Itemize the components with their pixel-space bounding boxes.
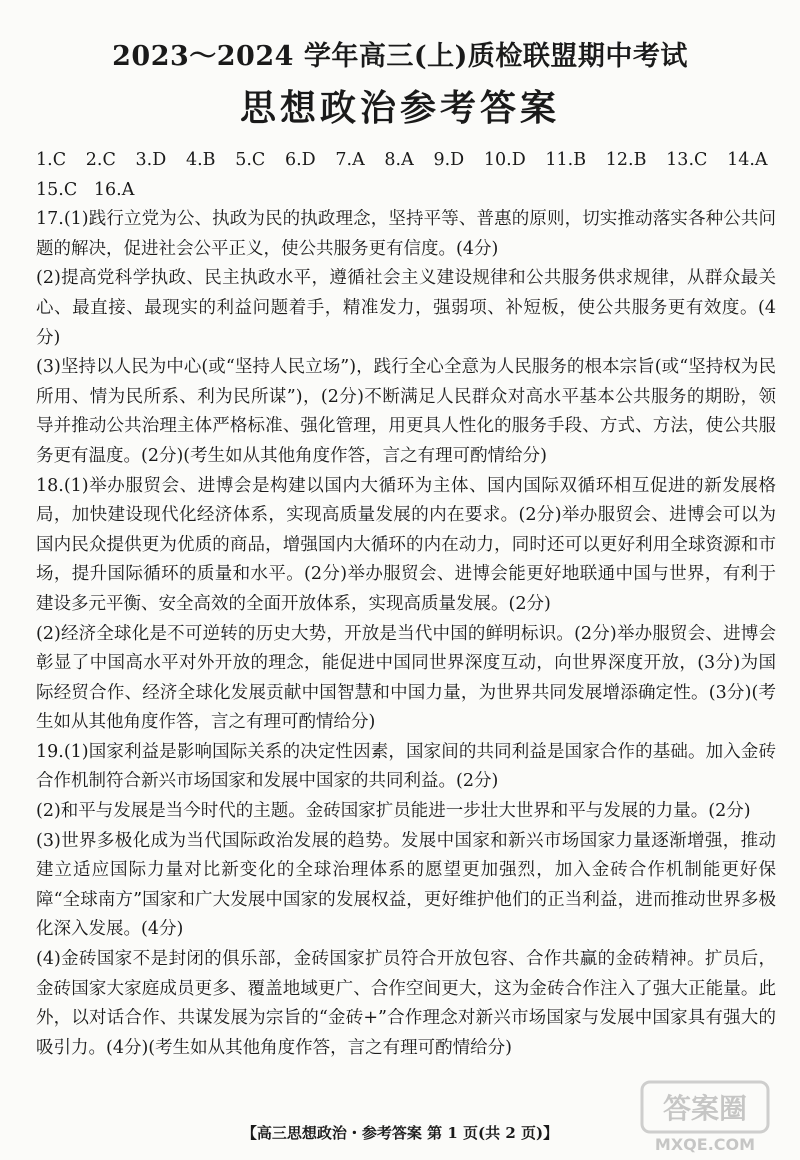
q17-part-1: 17.(1)践行立党为公、执政为民的执政理念，坚持平等、普惠的原则，切实推动落实各种公共问题的解决，促进社会公平正义，使公共服务更有信度。(4分) bbox=[36, 209, 776, 259]
q17-part-2: (2)提高党科学执政、民主执政水平，遵循社会主义建设规律和公共服务供求规律，从群众最关心、最直接、最现实的利益问题着手，精准发力，强弱项、补短板，使公共服务更有效度。(4分) bbox=[36, 268, 776, 348]
q18-part-1: 18.(1)举办服贸会、进博会是构建以国内大循环为主体、国内国际双循环相互促进的新发展格局，加快建设现代化经济体系，实现高质量发展的内在要求。(2分)举办服贸会、进博会可以为国内民众提供更为优质的商品，增强国内大循环的内在动力，同时还可以更好利用全球资源和市场，提升国际循环的质量和水平。(2分)举办服贸会、进博会能更好地联通中国与世界，有利于建设多元平衡、安全高效的全面开放体系，实现高质量发展。(2分) bbox=[36, 475, 776, 614]
q19-part-4: (4)金砖国家不是封闭的俱乐部，金砖国家扩员符合开放包容、合作共赢的金砖精神。扩员后，金砖国家大家庭成员更多、覆盖地域更广、合作空间更大，这为金砖合作注入了强大正能量。此外，以对话合作、共谋发展为宗旨的“金砖+”合作理念对新兴市场国家与发展中国家具有强大的吸引力。(4分)(考生如从其他角度作答，言之有理可酌情给分) bbox=[36, 949, 776, 1058]
stamp-logo-url: MXQE.COM bbox=[654, 1135, 756, 1154]
mc-answers-line-1: 1.C 2.C 3.D 4.B 5.C 6.D 7.A 8.A 9.D 10.D 11.B 12.B 13.C 14.A bbox=[36, 150, 768, 170]
mc-answers-line-2: 15.C 16.A bbox=[36, 179, 135, 200]
exam-title: 2023～2024 学年高三(上)质检联盟期中考试 bbox=[112, 41, 688, 72]
question-18 bbox=[36, 472, 776, 738]
q18-part-2: (2)经济全球化是不可逆转的历史大势，开放是当代中国的鲜明标识。(2分)举办服贸会、进博会彰显了中国高水平对外开放的理念，能促进中国同世界深度互动，向世界深度开放，(3分)为国际经贸合作、经济全球化发展贡献中国智慧和中国力量，为世界共同发展增添确定性。(3分)(考生如从其他角度作答，言之有理可酌情给分) bbox=[36, 623, 776, 733]
question-17 bbox=[36, 205, 776, 471]
watermark-logo-icon bbox=[640, 1080, 770, 1155]
q19-part-2: (2)和平与发展是当今时代的主题。金砖国家扩员能进一步壮大世界和平与发展的力量。(2分) bbox=[36, 801, 751, 822]
stamp-logo-text: 答案圈 bbox=[662, 1092, 748, 1125]
q19-part-3: (3)世界多极化成为当代国际政治发展的趋势。发展中国家和新兴市场国家力量逐渐增强，推动建立适应国际力量对比新变化的全球治理体系的愿望更加强烈，加入金砖合作机制能更好保障“全球南方”国家和广大发展中国家的发展权益，更好维护他们的正当利益，进而推动世界多极化深入发展。(4分) bbox=[36, 830, 776, 940]
answer-content bbox=[36, 146, 776, 1063]
q17-part-3: (3)坚持以人民为中心(或“坚持人民立场”)，践行全心全意为人民服务的根本宗旨(或“坚持权为民所用、情为民所系、利为民所谋”)，(2分)不断满足人民群众对高水平基本公共服务的期盼，领导并推动公共治理主体严格标准、强化管理，用更具人性化的服务手段、方式、方法，使公共服务更有温度。(2分)(考生如从其他角度作答，言之有理可酌情给分) bbox=[36, 357, 776, 466]
page-footer: 【高三思想政治・参考答案 第 1 页(共 2 页)】 bbox=[241, 1124, 559, 1142]
answer-key-title: 思想政治参考答案 bbox=[239, 87, 560, 129]
question-19 bbox=[36, 738, 776, 1064]
q19-part-1: 19.(1)国家利益是影响国际关系的决定性因素，国家间的共同利益是国家合作的基础。加入金砖合作机制符合新兴市场国家和发展中国家的共同利益。(2分) bbox=[36, 741, 776, 792]
